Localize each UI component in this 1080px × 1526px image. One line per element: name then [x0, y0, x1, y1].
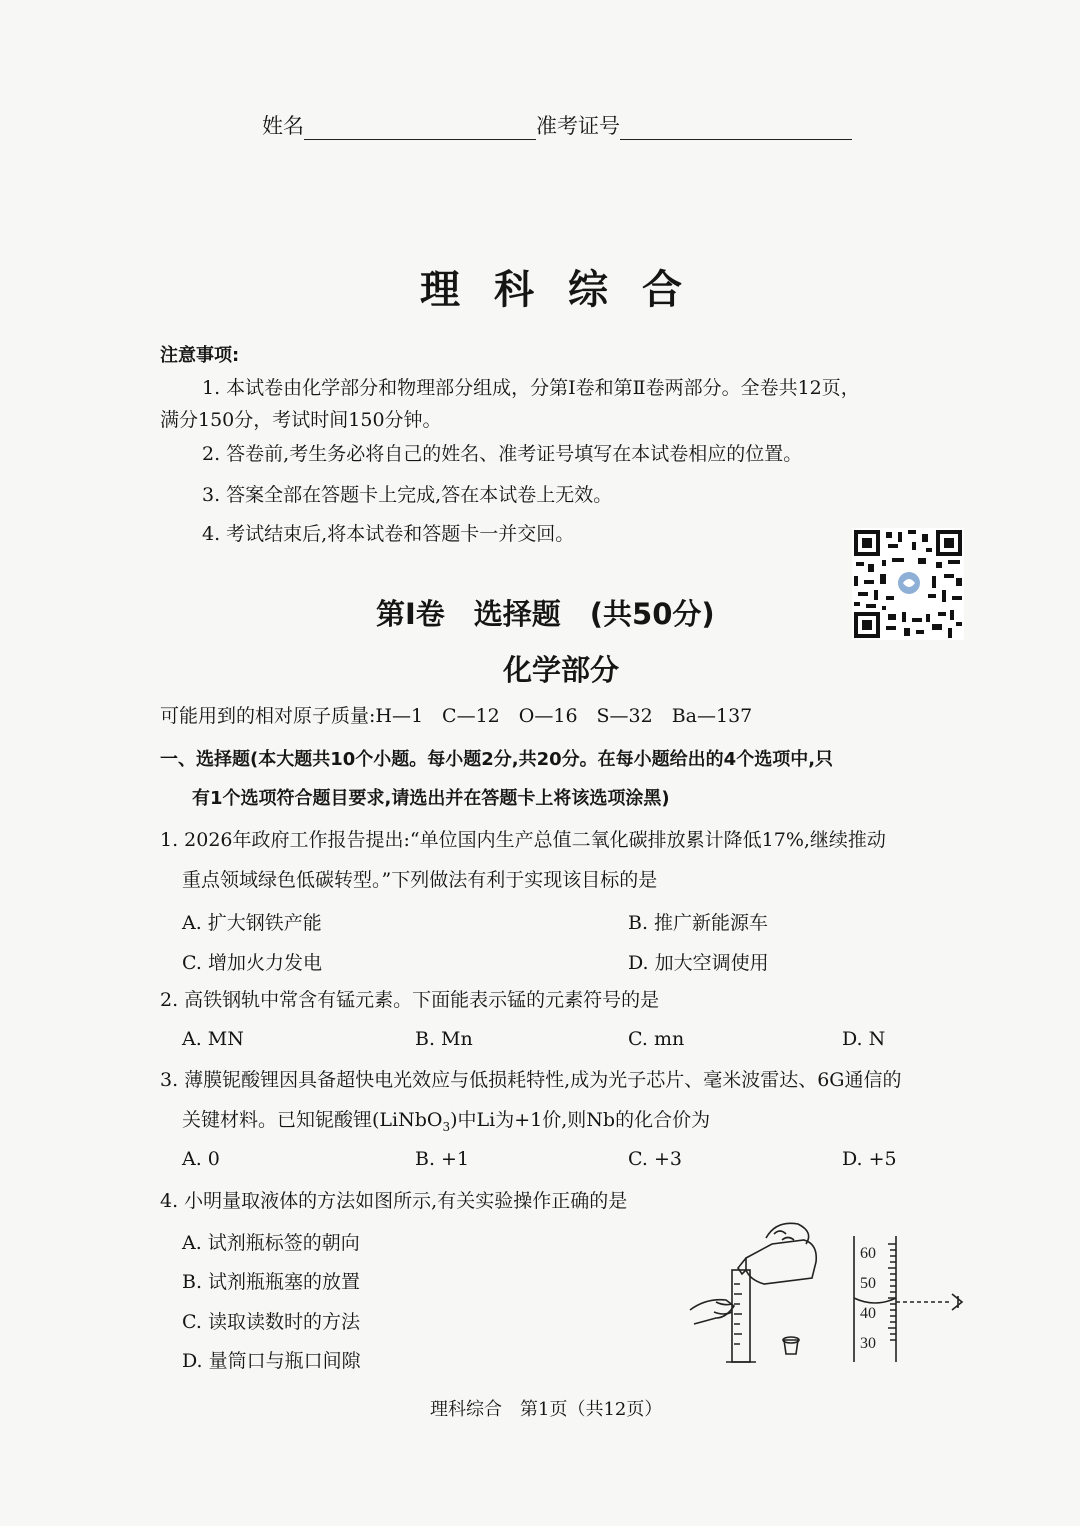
- exam-id-label: 准考证号: [536, 114, 620, 138]
- q3-stem-line2-b: )中Li为+1价,则Nb的化合价为: [450, 1109, 711, 1131]
- q4-option-c: C. 读取读数时的方法: [182, 1311, 360, 1333]
- q1-option-b: B. 推广新能源车: [628, 912, 769, 934]
- q1-stem-line1: 1. 2026年政府工作报告提出:“单位国内生产总值二氧化碳排放累计降低17%,继续推动: [160, 829, 886, 851]
- page-footer: 理科综合 第1页（共12页）: [430, 1399, 663, 1420]
- name-field: [262, 112, 852, 140]
- q3-option-b: B. +1: [415, 1148, 470, 1170]
- scale-label-50: 50: [860, 1275, 876, 1292]
- q4-stem: 4. 小明量取液体的方法如图所示,有关实验操作正确的是: [160, 1190, 628, 1212]
- q2-option-c: C. mn: [628, 1028, 685, 1050]
- q2-option-d: D. N: [842, 1028, 886, 1050]
- scale-label-60: 60: [860, 1245, 876, 1262]
- q3-option-d: D. +5: [842, 1148, 897, 1170]
- notice-item-3: 3. 答案全部在答题卡上完成,答在本试卷上无效。: [202, 484, 613, 506]
- name-label: 姓名: [262, 114, 304, 138]
- scale-label-30: 30: [860, 1335, 876, 1352]
- section1-line2: 有1个选项符合题目要求,请选出并在答题卡上将该选项涂黑): [192, 788, 670, 809]
- page-title: 理科综合: [420, 267, 716, 313]
- notice-item-1-cont: 满分150分，考试时间150分钟。: [160, 409, 442, 431]
- q2-option-b: B. Mn: [415, 1028, 473, 1050]
- name-blank: [304, 117, 536, 140]
- q3-stem-line1: 3. 薄膜铌酸锂因具备超快电光效应与低损耗特性,成为光子芯片、毫米波雷达、6G通信的: [160, 1069, 902, 1091]
- pouring-liquid-illustration: [686, 1214, 832, 1370]
- cylinder-scale-illustration: [848, 1232, 978, 1368]
- q1-option-c: C. 增加火力发电: [182, 952, 322, 974]
- notice-item-4: 4. 考试结束后,将本试卷和答题卡一并交回。: [202, 523, 575, 545]
- q4-option-d: D. 量筒口与瓶口间隙: [182, 1350, 361, 1372]
- atomic-masses: 可能用到的相对原子质量:H—1 C—12 O—16 S—32 Ba—137: [160, 705, 753, 727]
- notice-heading: 注意事项:: [160, 345, 240, 366]
- q4-option-b: B. 试剂瓶瓶塞的放置: [182, 1271, 361, 1293]
- q2-stem: 2. 高铁钢轨中常含有锰元素。下面能表示锰的元素符号的是: [160, 989, 660, 1011]
- qr-code-icon: [852, 528, 964, 640]
- q3-stem-line2: [182, 1106, 710, 1141]
- q1-option-a: A. 扩大钢铁产能: [182, 912, 322, 934]
- q3-subscript: 3: [442, 1119, 451, 1134]
- scale-label-40: 40: [860, 1305, 876, 1322]
- q3-option-a: A. 0: [182, 1148, 220, 1170]
- q1-stem-line2: 重点领域绿色低碳转型。”下列做法有利于实现该目标的是: [182, 869, 658, 891]
- exam-id-blank: [620, 117, 852, 140]
- q2-option-a: A. MN: [182, 1028, 244, 1050]
- notice-item-1: 1. 本试卷由化学部分和物理部分组成，分第Ⅰ卷和第Ⅱ卷两部分。全卷共12页，: [202, 377, 860, 399]
- part1-title: 第Ⅰ卷 选择题 (共50分): [376, 597, 715, 631]
- q3-stem-line2-a: 关键材料。已知铌酸锂(LiNbO: [182, 1109, 443, 1131]
- q1-option-d: D. 加大空调使用: [628, 952, 769, 974]
- q3-option-c: C. +3: [628, 1148, 682, 1170]
- q4-option-a: A. 试剂瓶标签的朝向: [182, 1232, 360, 1254]
- chem-title: 化学部分: [503, 653, 620, 687]
- section1-line1: 一、选择题(本大题共10个小题。每小题2分,共20分。在每小题给出的4个选项中,只: [160, 749, 834, 770]
- notice-item-2: 2. 答卷前,考生务必将自己的姓名、准考证号填写在本试卷相应的位置。: [202, 443, 803, 465]
